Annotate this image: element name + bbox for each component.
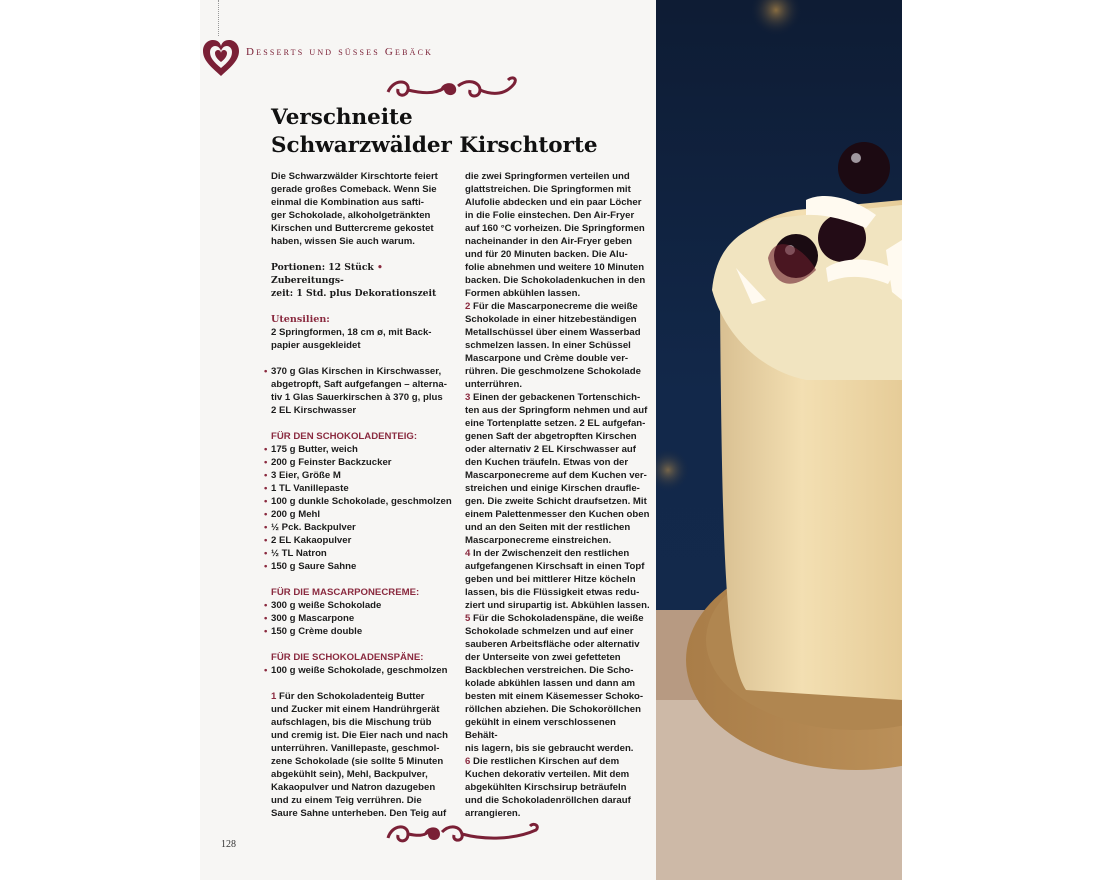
ingredient-item: • 100 g weiße Schokolade, geschmolzen bbox=[264, 665, 448, 676]
intro-line: Die Schwarzwälder Kirschtorte feiert bbox=[271, 171, 438, 182]
title-line-2: Schwarzwälder Kirschtorte bbox=[271, 133, 598, 158]
ingredient-item: • 2 EL Kakaopulver bbox=[264, 535, 352, 546]
cake-image bbox=[656, 0, 902, 880]
prep-time-label: Zubereitungs- bbox=[271, 275, 344, 286]
intro-line: gerade großes Comeback. Wenn Sie bbox=[271, 184, 437, 195]
step-5: 5 Für die Schokoladenspäne, die weiße bbox=[465, 613, 644, 624]
chocolate-shavings-heading: FÜR DIE SCHOKOLADENSPÄNE: bbox=[271, 652, 424, 663]
step-1: 1 Für den Schokoladenteig Butter und Zucker mit einem Handrührgerät aufschlagen, bis die Mischung trüb und cremig ist. Die Eier nach und nach unterrühren. Vanillepaste, geschmol- zene Schokolade (sie sollte 5 Minuten abgekühlt sein), Mehl, Backpulver, Kakaopulver und Natron dazugeben und zu einem Teig verrühren. Die Saure Sahne unterheben. Den Teig auf bbox=[271, 691, 448, 819]
ingredient-line: 370 g Glas Kirschen in Kirschwasser, bbox=[271, 366, 442, 377]
prep-time: zeit: 1 Std. plus Dekorationszeit bbox=[271, 288, 437, 299]
ingredient-item: • 150 g Saure Sahne bbox=[264, 561, 357, 572]
intro-line: Kirschen und Buttercreme gekostet bbox=[271, 223, 434, 234]
mascarpone-ingredients bbox=[264, 599, 457, 638]
ingredient-item: • ½ Pck. Backpulver bbox=[264, 522, 356, 533]
left-column bbox=[264, 170, 457, 820]
ingredient-item: • 300 g weiße Schokolade bbox=[264, 600, 382, 611]
step-3: 3 Einen der gebackenen Tortenschich- bbox=[465, 392, 641, 403]
ingredient-line: abgetropft, Saft aufgefangen – alterna- bbox=[271, 379, 447, 390]
step-number: 1 bbox=[271, 691, 277, 702]
mascarpone-cream-heading: FÜR DIE MASCARPONECREME: bbox=[271, 587, 420, 598]
section-label: Desserts und süsses Gebäck bbox=[246, 46, 434, 58]
utensils-line: 2 Springformen, 18 cm ø, mit Back- bbox=[271, 327, 432, 338]
ingredient-item: • 100 g dunkle Schokolade, geschmolzen bbox=[264, 496, 452, 507]
bottom-swirl-ornament-icon bbox=[384, 818, 544, 852]
ingredient-item: • 175 g Butter, weich bbox=[264, 444, 358, 455]
step-6: 6 Die restlichen Kirschen auf dem bbox=[465, 756, 620, 767]
title-line-1: Verschneite bbox=[271, 105, 413, 130]
servings: Portionen: 12 Stück bbox=[271, 262, 374, 273]
hanging-string bbox=[218, 0, 219, 36]
intro-line: haben, wissen Sie auch warum. bbox=[271, 236, 415, 247]
utensils-line: papier ausgekleidet bbox=[271, 340, 361, 351]
ingredient-item: • 200 g Feinster Backzucker bbox=[264, 457, 392, 468]
top-swirl-ornament-icon bbox=[384, 74, 520, 106]
ingredient-line: 2 EL Kirschwasser bbox=[271, 405, 357, 416]
servings-time: Portionen: 12 Stück • Zubereitungs- bbox=[271, 262, 383, 286]
ingredient-item: • 1 TL Vanillepaste bbox=[264, 483, 349, 494]
chocolate-shavings-ingredients bbox=[264, 664, 457, 677]
cake-dough-heading: FÜR DEN SCHOKOLADENTEIG: bbox=[271, 431, 418, 442]
ingredient-line: tiv 1 Glas Sauerkirschen à 370 g, plus bbox=[271, 392, 443, 403]
recipe-title bbox=[271, 104, 631, 160]
ingredient-item: • ½ TL Natron bbox=[264, 548, 327, 559]
ingredient-item: • 300 g Mascarpone bbox=[264, 613, 355, 624]
ingredient-item: • 3 Eier, Größe M bbox=[264, 470, 341, 481]
step-2: 2 Für die Mascarponecreme die weiße bbox=[465, 301, 638, 312]
intro-line: einmal die Kombination aus safti- bbox=[271, 197, 424, 208]
step-4: 4 In der Zwischenzeit den restlichen bbox=[465, 548, 630, 559]
utensils-heading: Utensilien: bbox=[271, 314, 330, 325]
intro-text bbox=[271, 170, 457, 248]
heart-ornament-icon bbox=[202, 38, 240, 78]
right-column: die zwei Springformen verteilen und glattstreichen. Die Springformen mit Alufolie abdecken und ein paar Löcher in die Folie einstechen. Den Air-Fryer auf 160 °C vorheizen. Die Springformen nacheinander in den Air-Fryer geben und für 20 Minuten backen. Die Alu- folie abnehmen und weitere 10 Minuten backen. Die Schokoladenkuchen in den Formen abkühlen lassen. 2 Für die Mascarponecreme die weiße Schokolade in einer hitzebeständigen Metallschüssel über einem Wasserbad schmelzen lassen. In einer Schüssel Mascarpone und Crème double ver- rühren. Die geschmolzene Schokolade unterrühren. 3 Einen der gebackenen Tortenschich- ten aus der Springform nehmen und auf eine Tortenplatte setzen. 2 EL aufgefan- genen Saft der abgetropften Kirschen oder alternativ 2 EL Kirschwasser auf den Kuchen träufeln. Etwas von der Mascarponecreme auf dem Kuchen ver- streichen und einige Kirschen draufle- gen. Die zweite Schicht draufsetzen. Mit einem Palettenmesser den Kuchen oben und an den Seiten mit der restlichen Mascarponecreme einstreichen. 4 In der Zwischenzeit den restlichen aufgefangenen Kirschsaft in einen Topf geben und bei mittlerer Hitze köcheln lassen, bis die Flüssigkeit etwas redu- ziert und sirupartig ist. Abkühlen lassen. 5 Für die Schokoladenspäne, die weiße Schokolade schmelzen und auf einer sauberen Arbeitsfläche oder alternativ der Unterseite von zwei gefetteten Backblechen verstreichen. Die Scho- kolade abkühlen lassen und dann am besten mit einem Käsemesser Schoko- röllchen abziehen. Die Schokoröllchen gekühlt in einem verschlossenen Behält- nis lagern, bis sie gebraucht werden. 6 Die restlichen Kirschen auf dem Kuchen dekorativ verteilen. Mit dem abgekühlten Kirschsirup beträufeln und die Schokoladenröllchen darauf arrangieren. bbox=[465, 171, 650, 819]
intro-line: ger Schokolade, alkoholgetränkten bbox=[271, 210, 431, 221]
ingredient-item: • 200 g Mehl bbox=[264, 509, 321, 520]
cherry-ingredient: • 370 g Glas Kirschen in Kirschwasser, abgetropft, Saft aufgefangen – alterna- tiv 1 Glas Sauerkirschen à 370 g, plus 2 EL Kirschwasser bbox=[264, 366, 447, 416]
ingredient-item: • 150 g Crème double bbox=[264, 626, 363, 637]
cake-photo bbox=[656, 0, 902, 880]
cake-dough-ingredients bbox=[264, 443, 457, 573]
page-number: 128 bbox=[221, 839, 236, 850]
